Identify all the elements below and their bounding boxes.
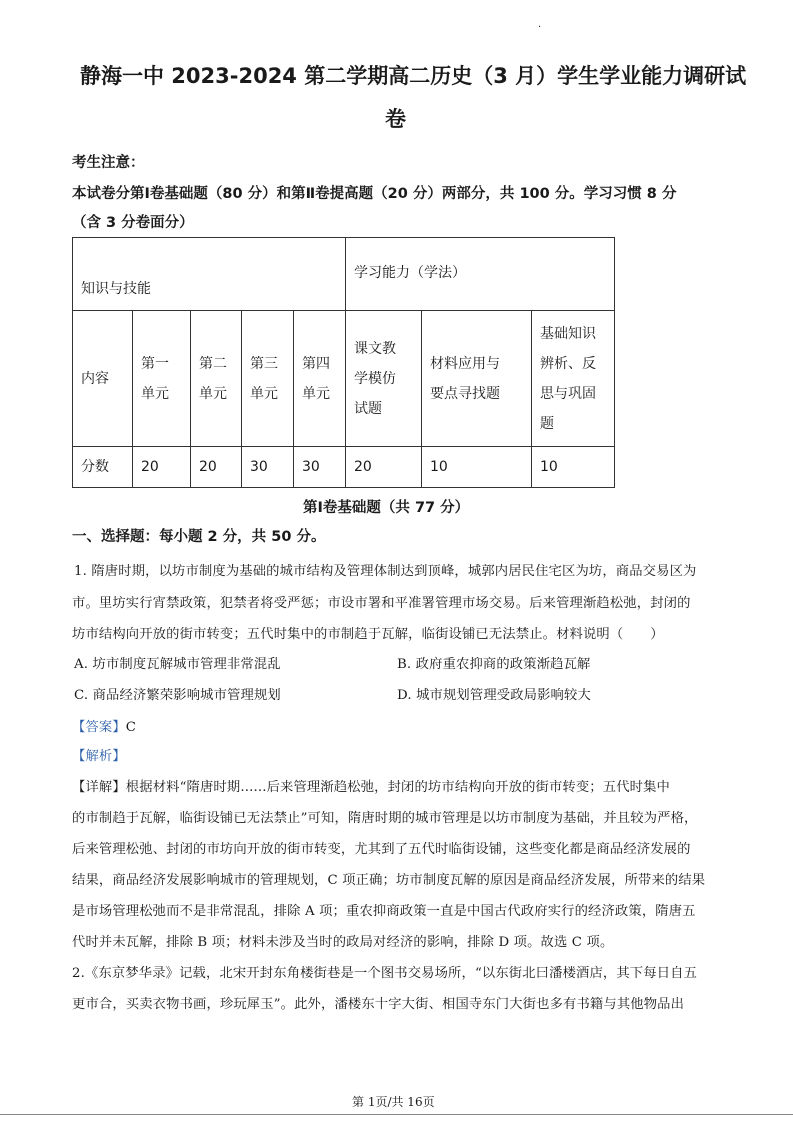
q1-line-1: 1. 隋唐时期，以坊市制度为基础的城市结构及管理体制达到顶峰，城郭内居民住宅区为坊，商品交易区为 <box>74 564 697 579</box>
row-head-score-label: 分数 <box>81 459 109 475</box>
q1-option-d: D. 城市规划管理受政局影响较大 <box>397 688 591 703</box>
col-text-line: 辨析、反 <box>540 355 596 372</box>
col-text-line: 题 <box>540 415 554 432</box>
table-cell-score: 20 <box>346 447 422 488</box>
q1-detail-line-2: 的市制趋于瓦解，临街设铺已无法禁止”可知，隋唐时期的城市管理是以坊市制度为基础，并且较为严格， <box>72 811 698 826</box>
q1-detail-line-5: 是市场管理松弛而不是非常混乱，排除 A 项；重农抑商政策一直是中国古代政府实行的经济政策，隋唐五 <box>72 904 696 919</box>
analysis-label: 【解析】 <box>72 749 126 764</box>
col-text-line: 单元 <box>250 385 278 402</box>
q2-line-2: 更市合，买卖衣物书画，珍玩犀玉”。此外，潘楼东十字大街、相国寺东门大街也多有书籍与其他物品出 <box>72 997 685 1012</box>
q1-detail-line-6: 代时并未瓦解，排除 B 项；材料未涉及当时的政局对经济的影响，排除 D 项。故选 C 项。 <box>72 935 614 950</box>
q2-line-1: 2.《东京梦华录》记载，北宋开封东角楼街巷是一个图书交易场所，“以东街北曰潘楼酒店，其下每日自五 <box>72 966 698 981</box>
top-dot: · <box>538 22 542 33</box>
col-text-line: 单元 <box>141 385 169 402</box>
q1-line-3: 坊市结构向开放的街市转变；五代时集中的市制趋于瓦解，临街设铺已无法禁止。材料说明（ ） <box>72 627 664 642</box>
table-col-material <box>422 311 532 447</box>
table-group-learning-ability <box>346 238 615 311</box>
col-text-line: 单元 <box>199 385 227 402</box>
notice-line2: （含 3 分卷面分） <box>72 215 194 231</box>
col-text-line: 单元 <box>302 385 330 402</box>
bottom-divider <box>0 1114 793 1115</box>
page-title-line1: 静海一中 2023-2024 第二学期高二历史（3 月）学生学业能力调研试 <box>80 64 747 88</box>
col-text-line: 第二 <box>199 355 227 372</box>
col-text-line: 试题 <box>354 400 382 417</box>
group-learning-label: 学习能力（学法） <box>354 265 466 281</box>
table-col-unit3 <box>242 311 294 447</box>
col-text-line: 第四 <box>302 355 330 372</box>
col-text-line: 第一 <box>141 355 169 372</box>
score-distribution-table <box>72 237 615 488</box>
notice-label: 考生注意： <box>72 155 145 171</box>
table-cell-score: 30 <box>294 447 346 488</box>
col-text-line: 第三 <box>250 355 278 372</box>
table-row-head-content <box>73 311 133 447</box>
table-col-unit2 <box>191 311 242 447</box>
detail-text: 根据材料“隋唐时期......后来管理渐趋松弛，封闭的坊市结构向开放的街市转变；五代时集中 <box>125 780 670 795</box>
group-knowledge-label: 知识与技能 <box>81 281 151 297</box>
table-cell-score: 10 <box>422 447 532 488</box>
table-cell-score: 20 <box>133 447 191 488</box>
row-head-content-label: 内容 <box>81 370 109 387</box>
q1-option-b: B. 政府重农抑商的政策渐趋瓦解 <box>397 657 591 672</box>
part-title: 一、选择题：每小题 2 分，共 50 分。 <box>72 529 326 545</box>
table-group-knowledge-skills <box>73 238 346 311</box>
table-col-unit4 <box>294 311 346 447</box>
answer-label: 【答案】 <box>72 720 126 735</box>
q1-detail-line-3: 后来管理松弛、封闭的市坊向开放的街市转变，尤其到了五代时临街设铺，这些变化都是商品经济发展的 <box>72 842 691 857</box>
answer-value: C <box>125 720 137 735</box>
notice-line1: 本试卷分第Ⅰ卷基础题（80 分）和第Ⅱ卷提高题（20 分）两部分，共 100 分。学习习惯 8 分 <box>72 186 677 202</box>
q1-option-a: A. 坊市制度瓦解城市管理非常混乱 <box>74 657 281 672</box>
q1-answer <box>72 716 136 735</box>
table-row-head-score <box>73 447 133 488</box>
table-col-unit1 <box>133 311 191 447</box>
detail-label: 【详解】 <box>72 780 126 795</box>
section-title: 第Ⅰ卷基础题（共 77 分） <box>303 500 470 516</box>
table-col-imitation <box>346 311 422 447</box>
col-text-line: 课文教 <box>354 340 396 357</box>
q1-line-2: 市。里坊实行宵禁政策，犯禁者将受严惩；市设市署和平准署管理市场交易。后来管理渐趋松弛，封闭的 <box>72 596 691 611</box>
page-footer: 第 1页/共 16页 <box>352 1095 435 1109</box>
col-text-line: 思与巩固 <box>540 385 596 402</box>
col-text-line: 学模仿 <box>354 370 396 387</box>
table-cell-score: 30 <box>242 447 294 488</box>
q1-detail-line-4: 结果，商品经济发展影响城市的管理规划，C 项正确；坊市制度瓦解的原因是商品经济发展，所带来的结果 <box>72 873 706 888</box>
table-cell-score: 10 <box>532 447 615 488</box>
q1-option-c: C. 商品经济繁荣影响城市管理规划 <box>74 688 281 703</box>
col-text-line: 材料应用与 <box>430 355 500 372</box>
page-title-line2: 卷 <box>385 107 406 131</box>
col-text-line: 要点寻找题 <box>430 385 500 402</box>
q1-detail-line-1 <box>72 776 670 795</box>
col-text-line: 基础知识 <box>540 325 596 342</box>
table-cell-score: 20 <box>191 447 242 488</box>
table-col-basic-knowledge <box>532 311 615 447</box>
